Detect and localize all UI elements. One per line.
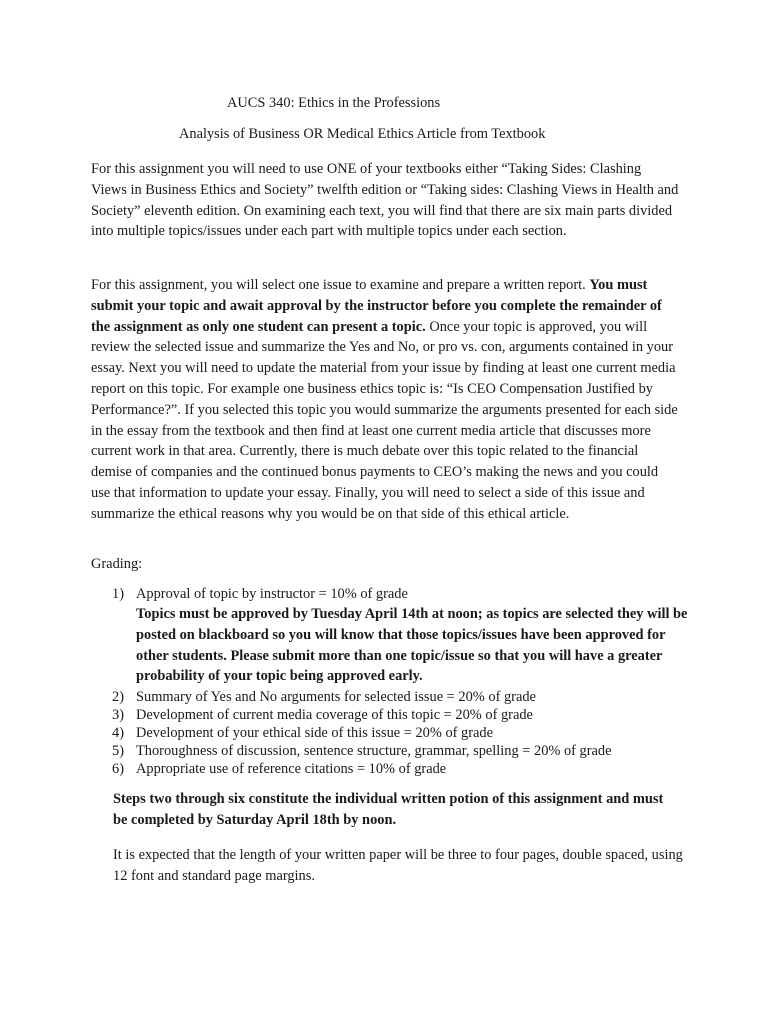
- list-number: 4): [112, 725, 124, 742]
- list-number: 5): [112, 743, 124, 760]
- instructions-text-start: For this assignment, you will select one issue to examine and prepare a written report.: [91, 277, 590, 293]
- list-item: [91, 706, 691, 724]
- grading-list: [91, 585, 691, 778]
- list-item-text: Development of current media coverage of this topic = 20% of grade: [136, 707, 533, 724]
- list-item: [91, 742, 691, 760]
- list-item: [91, 585, 691, 687]
- instructions-paragraph: [91, 275, 679, 525]
- instructions-text-end: Once your topic is approved, you will review the selected issue and summarize the Yes and No, or pro vs. con, arguments contained in your essay. Next you will need to update the material from your issue by finding at least one current media report on this topic. For example one business ethics topic is: “Is CEO Compensation Justified by Performance?”. If you selected this topic you would summarize the arguments presented for each side in the essay from the textbook and then find at least one current media article that discusses more current work in that area. Currently, there is much debate over this topic related to the financial demise of companies and the continued bonus payments to CEO’s making the news and you could use that information to update your essay. Finally, you will need to select a side of this issue and summarize the ethical reasons why you would be on that side of this ethical article.: [91, 318, 678, 522]
- course-title: AUCS 340: Ethics in the Professions: [227, 95, 441, 111]
- list-item-text: Development of your ethical side of this issue = 20% of grade: [136, 725, 493, 742]
- list-item-text: Appropriate use of reference citations = 10% of grade: [136, 761, 447, 778]
- list-item-text: Summary of Yes and No arguments for selected issue = 20% of grade: [136, 689, 536, 706]
- steps-deadline-note: Steps two through six constitute the individual written potion of this assignment and must be completed by Saturday April 18th by noon.: [113, 791, 664, 828]
- list-number: 1): [112, 586, 124, 602]
- grading-label: Grading:: [91, 556, 143, 572]
- list-number: 3): [112, 707, 124, 724]
- list-item: [91, 760, 691, 778]
- list-number: 2): [112, 689, 124, 706]
- list-item-text: Approval of topic by instructor = 10% of grade: [136, 586, 408, 602]
- approval-requirement: You must submit your topic and await approval by the instructor before you complete the remainder of the assignment as only one student can present a topic.: [91, 277, 662, 335]
- list-item: [91, 688, 691, 706]
- list-item: [91, 724, 691, 742]
- list-item-text: Thoroughness of discussion, sentence structure, grammar, spelling = 20% of grade: [136, 743, 612, 760]
- list-number: 6): [112, 761, 124, 778]
- length-requirement: It is expected that the length of your written paper will be three to four pages, double spaced, using 12 font and standard page margins.: [113, 847, 683, 884]
- intro-paragraph: For this assignment you will need to use ONE of your textbooks either “Taking Sides: Clashing Views in Business Ethics and Society” twelfth edition or “Taking sides: Clashing Views in Health and Society” eleventh edition. On examining each text, you will find that there are six main parts divided into multiple topics/issues under each part with multiple topics under each section.: [91, 161, 679, 240]
- topic-deadline-note: Topics must be approved by Tuesday April 14th at noon; as topics are selected they will be posted on blackboard so you will know that those topics/issues have been approved for other students. Please submit more than one topic/issue so that you will have a greater probability of your topic being approved early.: [136, 606, 688, 685]
- assignment-title: Analysis of Business OR Medical Ethics Article from Textbook: [179, 126, 546, 142]
